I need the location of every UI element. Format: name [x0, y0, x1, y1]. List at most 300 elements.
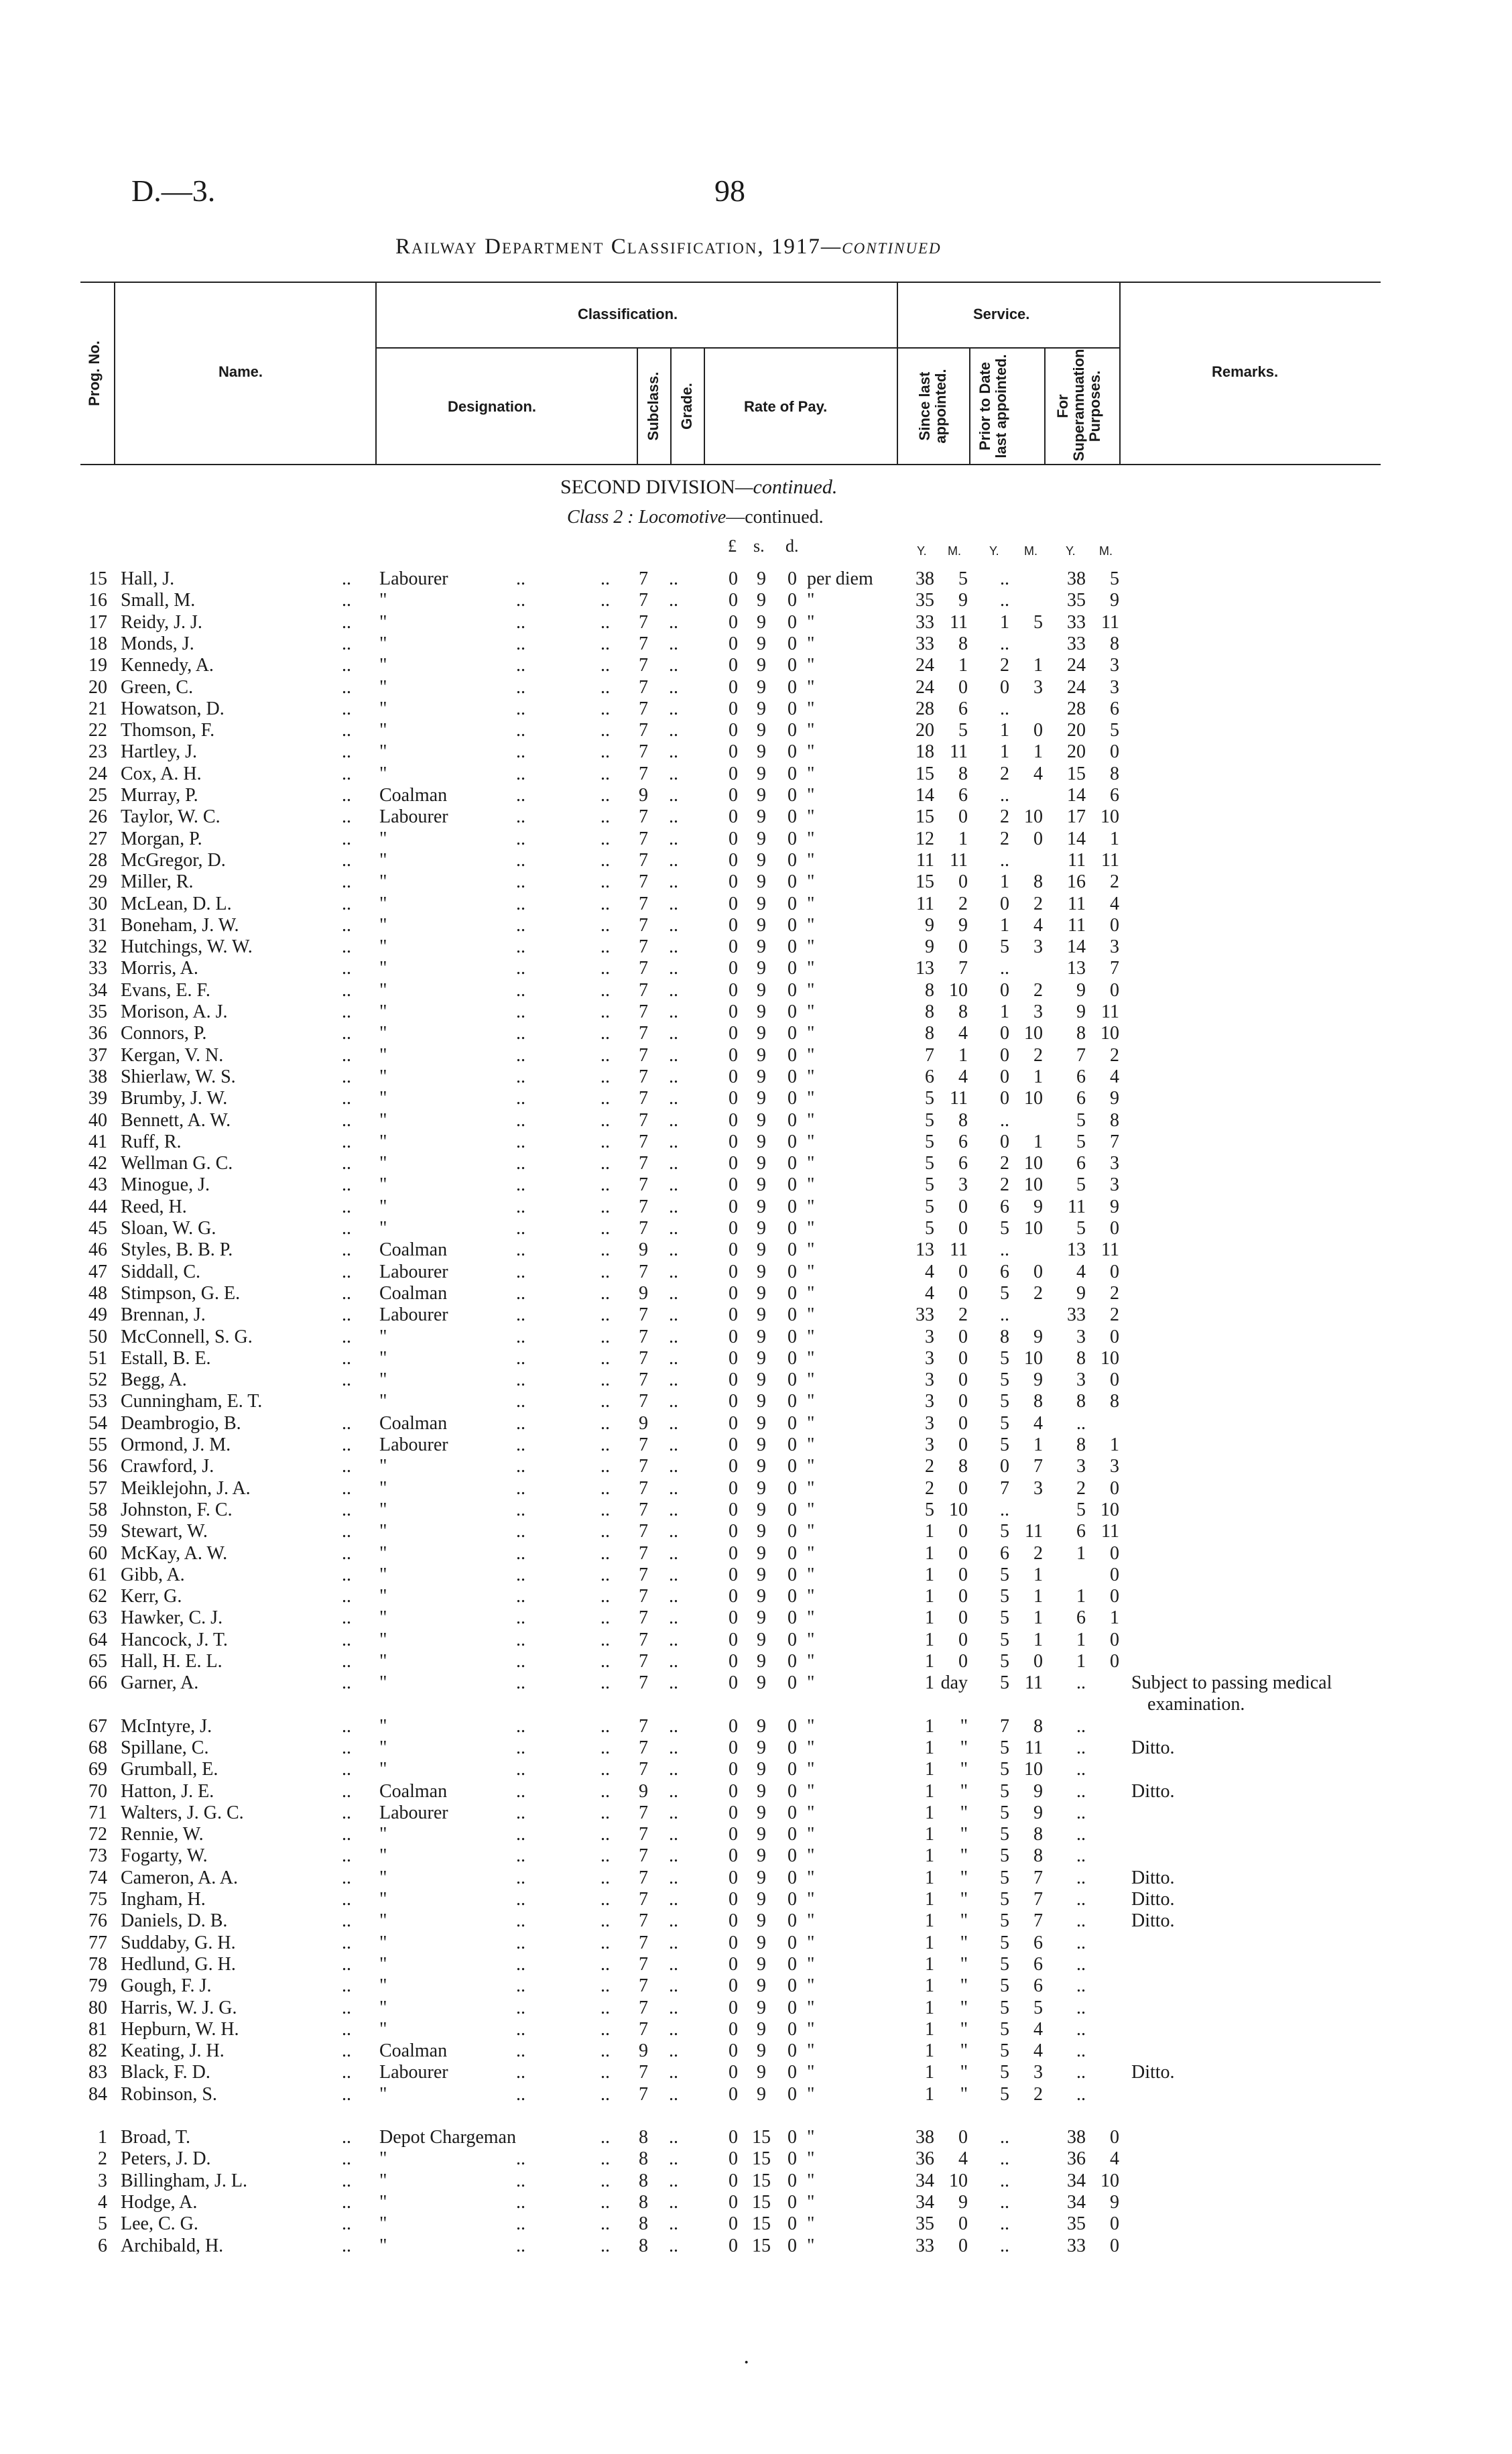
row-leader: ..	[342, 2062, 351, 2083]
row-name: Ingham, H.	[121, 1889, 206, 1910]
row-pay-pence: 0	[788, 806, 797, 828]
row-prior-months: 11	[1025, 1672, 1043, 1694]
row-pay-unit: "	[807, 806, 815, 828]
row-number: 30	[88, 893, 107, 914]
row-pay-pence: 0	[788, 1975, 797, 1997]
row-designation: "	[379, 1932, 387, 1953]
row-prior-years: 5	[1000, 1997, 1009, 2018]
row-leader: ..	[516, 1196, 525, 1217]
row-since-months: 0	[958, 1607, 968, 1629]
row-leader: ..	[342, 2235, 351, 2256]
row-since-months: 0	[958, 1521, 968, 1542]
row-pay-pounds: 0	[729, 698, 738, 719]
row-leader: ..	[601, 720, 610, 741]
row-pay-unit: "	[807, 1672, 815, 1694]
row-leader: ..	[516, 2170, 525, 2191]
row-since-years: 3	[925, 1434, 934, 1455]
row-prior-months: 1	[1033, 741, 1043, 763]
row-super-months: 5	[1110, 568, 1119, 589]
row-pay-unit: "	[807, 1586, 815, 1607]
row-super-years: 33	[1067, 611, 1086, 633]
row-pay-shillings: 9	[757, 1282, 766, 1304]
table-row	[0, 1543, 1512, 1565]
row-since-years: 9	[925, 914, 934, 936]
row-since-months: 10	[949, 979, 968, 1001]
row-name: Boneham, J. W.	[121, 914, 239, 936]
row-leader: ..	[601, 1953, 610, 1975]
row-name: Harris, W. J. G.	[121, 1997, 237, 2018]
table-row	[0, 850, 1512, 871]
row-since-months: 0	[958, 1629, 968, 1650]
row-since-months: 4	[958, 2148, 968, 2170]
row-name: Howatson, D.	[121, 698, 225, 719]
row-leader: ..	[342, 1607, 351, 1629]
row-pay-pence: 0	[788, 1477, 797, 1499]
row-pay-pounds: 0	[729, 720, 738, 741]
row-leader: ..	[342, 958, 351, 979]
row-pay-pence: 0	[788, 1347, 797, 1369]
prior-to-date-label: Prior to Date last appointed.	[976, 354, 1009, 458]
row-prior-months: 2	[1033, 1542, 1043, 1564]
row-number: 42	[88, 1153, 107, 1174]
row-super-months: 10	[1100, 806, 1119, 828]
row-pay-pounds: 0	[729, 676, 738, 698]
table-row	[0, 1174, 1512, 1196]
row-name: Morgan, P.	[121, 828, 202, 849]
row-super-months: 9	[1110, 1088, 1119, 1109]
row-leader: ..	[601, 2083, 610, 2105]
row-leader: ..	[516, 2018, 525, 2040]
row-pay-shillings: 9	[757, 979, 766, 1001]
table-row	[0, 720, 1512, 741]
row-since-years: 36	[916, 2148, 934, 2170]
row-pay-unit: "	[807, 785, 815, 806]
row-leader: ..	[601, 1282, 610, 1304]
row-name: Kerr, G.	[121, 1586, 182, 1607]
row-number: 76	[88, 1910, 107, 1932]
row-since-months: "	[960, 1737, 968, 1758]
row-pay-unit: "	[807, 1737, 815, 1758]
row-leader: ..	[342, 1023, 351, 1044]
row-pay-unit: "	[807, 1759, 815, 1780]
row-pay-shillings: 9	[757, 1845, 766, 1867]
row-designation: Coalman	[379, 1282, 448, 1304]
row-remarks-continued: examination.	[1147, 1694, 1245, 1715]
row-name: Ruff, R.	[121, 1131, 182, 1152]
row-pay-unit: "	[807, 633, 815, 654]
row-number: 78	[88, 1953, 107, 1975]
row-since-years: 11	[916, 893, 934, 914]
row-pay-unit: "	[807, 1889, 815, 1910]
row-pay-unit: "	[807, 1477, 815, 1499]
row-since-months: 9	[958, 2191, 968, 2213]
row-prior-years: ..	[1000, 849, 1009, 871]
row-leader: ..	[601, 1975, 610, 1997]
row-leader: ..	[516, 1780, 525, 1802]
row-since-years: 15	[916, 871, 934, 893]
since-last-appointed-label: Since last appointed.	[916, 369, 949, 444]
row-designation: "	[379, 763, 387, 784]
row-leader: ..	[669, 1434, 678, 1455]
row-pay-pounds: 0	[729, 1780, 738, 1802]
row-super-months: 7	[1110, 1131, 1119, 1152]
row-designation: "	[379, 741, 387, 763]
row-subclass: 7	[639, 655, 648, 676]
row-leader: ..	[669, 1304, 678, 1326]
rule-v4	[670, 347, 672, 465]
row-super-years: 7	[1076, 1044, 1086, 1066]
row-since-years: 13	[916, 1239, 934, 1261]
row-subclass: 7	[639, 763, 648, 784]
row-since-years: 1	[925, 1932, 934, 1953]
row-number: 50	[88, 1326, 107, 1347]
row-leader: ..	[516, 1066, 525, 1087]
row-name: Hatton, J. E.	[121, 1780, 214, 1802]
row-pay-pounds: 0	[729, 1824, 738, 1845]
row-pay-shillings: 9	[757, 1564, 766, 1585]
row-since-years: 15	[916, 763, 934, 784]
row-leader: ..	[669, 1889, 678, 1910]
row-pay-unit: "	[807, 1326, 815, 1347]
row-prior-years: ..	[1000, 785, 1009, 806]
row-pay-unit: "	[807, 1044, 815, 1066]
table-row	[0, 1716, 1512, 1737]
row-designation: "	[379, 1196, 387, 1217]
row-leader: ..	[342, 1174, 351, 1196]
row-pay-unit: "	[807, 1347, 815, 1369]
row-remarks: Ditto.	[1131, 1910, 1175, 1932]
row-number: 67	[88, 1715, 107, 1737]
row-since-months: "	[960, 1845, 968, 1867]
row-prior-months: 2	[1033, 979, 1043, 1001]
row-name: McLean, D. L.	[121, 893, 232, 914]
row-prior-months: 7	[1033, 1867, 1043, 1888]
row-super-months: 9	[1110, 2191, 1119, 2213]
section-heading	[560, 476, 837, 499]
row-prior-years: 5	[1000, 2018, 1009, 2040]
row-super-years: 5	[1076, 1109, 1086, 1131]
row-leader: ..	[516, 1044, 525, 1066]
row-super-years: ..	[1076, 1997, 1086, 2018]
row-pay-pence: 0	[788, 979, 797, 1001]
row-since-months: "	[960, 1889, 968, 1910]
row-designation: "	[379, 1521, 387, 1542]
row-leader: ..	[342, 1889, 351, 1910]
row-prior-years: 5	[1000, 1737, 1009, 1758]
row-super-months: 11	[1101, 849, 1119, 871]
row-pay-shillings: 9	[757, 1391, 766, 1412]
row-leader: ..	[669, 936, 678, 958]
row-subclass: 7	[639, 1607, 648, 1629]
row-leader: ..	[516, 936, 525, 958]
row-designation: "	[379, 1542, 387, 1564]
row-name: Miller, R.	[121, 871, 194, 893]
row-since-years: 1	[925, 1715, 934, 1737]
row-leader: ..	[342, 1499, 351, 1520]
row-number: 61	[88, 1564, 107, 1585]
row-super-months: 0	[1110, 914, 1119, 936]
row-leader: ..	[516, 720, 525, 741]
row-super-years: 20	[1067, 720, 1086, 741]
row-number: 26	[88, 806, 107, 828]
page-title	[395, 235, 942, 259]
row-leader: ..	[669, 1044, 678, 1066]
row-since-years: 1	[925, 2018, 934, 2040]
row-since-years: 1	[925, 1607, 934, 1629]
row-leader: ..	[601, 763, 610, 784]
row-leader: ..	[601, 1932, 610, 1953]
row-leader: ..	[669, 1066, 678, 1087]
row-prior-years: 1	[1000, 741, 1009, 763]
row-pay-shillings: 9	[757, 2062, 766, 2083]
row-since-years: 24	[916, 676, 934, 698]
row-leader: ..	[342, 1997, 351, 2018]
row-leader: ..	[342, 763, 351, 784]
header-designation: Designation.	[448, 398, 537, 415]
row-number: 19	[88, 655, 107, 676]
row-since-months: 2	[958, 1304, 968, 1326]
row-pay-shillings: 15	[752, 2127, 771, 2148]
row-prior-years: 2	[1000, 655, 1009, 676]
row-leader: ..	[342, 1845, 351, 1867]
row-pay-pence: 0	[788, 1304, 797, 1326]
row-leader: ..	[669, 741, 678, 763]
row-designation: "	[379, 1672, 387, 1694]
row-designation: "	[379, 676, 387, 698]
row-super-months: 2	[1110, 1282, 1119, 1304]
row-pay-pence: 0	[788, 1196, 797, 1217]
row-pay-unit: "	[807, 828, 815, 849]
table-row	[0, 1197, 1512, 1218]
row-leader: ..	[669, 1499, 678, 1520]
row-super-years: ..	[1076, 2018, 1086, 2040]
row-prior-years: 2	[1000, 806, 1009, 828]
row-leader: ..	[342, 1153, 351, 1174]
row-number: 66	[88, 1672, 107, 1694]
row-pay-pounds: 0	[729, 1044, 738, 1066]
row-number: 5	[98, 2213, 107, 2235]
row-super-years: 38	[1067, 568, 1086, 589]
row-since-months: "	[960, 1997, 968, 2018]
row-prior-years: 7	[1000, 1477, 1009, 1499]
row-name: Murray, P.	[121, 785, 198, 806]
row-since-months: 0	[958, 1391, 968, 1412]
row-pay-unit: "	[807, 1023, 815, 1044]
row-number: 16	[88, 590, 107, 611]
row-since-months: 1	[958, 655, 968, 676]
row-super-months: 10	[1100, 2170, 1119, 2191]
row-designation: Coalman	[379, 1239, 448, 1261]
row-super-months: 8	[1110, 1391, 1119, 1412]
row-subclass: 7	[639, 1174, 648, 1196]
row-since-years: 5	[925, 1196, 934, 1217]
row-super-years: 8	[1076, 1434, 1086, 1455]
row-pay-shillings: 9	[757, 1953, 766, 1975]
table-row	[0, 1391, 1512, 1412]
row-designation: "	[379, 720, 387, 741]
row-pay-unit: "	[807, 1434, 815, 1455]
row-prior-months: 4	[1033, 914, 1043, 936]
row-leader: ..	[601, 1109, 610, 1131]
row-since-months: 11	[950, 849, 968, 871]
row-pay-shillings: 9	[757, 1174, 766, 1196]
row-subclass: 7	[639, 1953, 648, 1975]
row-number: 84	[88, 2083, 107, 2105]
table-row	[0, 2235, 1512, 2257]
row-name: Daniels, D. B.	[121, 1910, 228, 1932]
row-leader: ..	[342, 1542, 351, 1564]
row-leader: ..	[342, 1824, 351, 1845]
row-subclass: 7	[639, 741, 648, 763]
row-leader: ..	[342, 1088, 351, 1109]
row-name: Reed, H.	[121, 1196, 187, 1217]
row-pay-shillings: 9	[757, 1672, 766, 1694]
row-designation: "	[379, 1651, 387, 1672]
row-leader: ..	[669, 1023, 678, 1044]
row-pay-unit: "	[807, 763, 815, 784]
table-row	[0, 1521, 1512, 1542]
row-since-years: 35	[916, 2213, 934, 2235]
row-leader: ..	[342, 1564, 351, 1585]
row-name: Garner, A.	[121, 1672, 199, 1694]
row-name: Hawker, C. J.	[121, 1607, 223, 1629]
row-number: 40	[88, 1109, 107, 1131]
row-pay-unit: "	[807, 2018, 815, 2040]
row-pay-unit: "	[807, 2213, 815, 2235]
row-pay-shillings: 9	[757, 1607, 766, 1629]
row-leader: ..	[669, 1867, 678, 1888]
row-since-years: 1	[925, 1737, 934, 1758]
row-designation: Coalman	[379, 1780, 448, 1802]
row-pay-unit: "	[807, 1780, 815, 1802]
table-row	[0, 1066, 1512, 1088]
row-pay-shillings: 9	[757, 1780, 766, 1802]
row-since-years: 24	[916, 655, 934, 676]
row-pay-unit: "	[807, 1282, 815, 1304]
row-pay-pounds: 0	[729, 2191, 738, 2213]
row-number: 53	[88, 1391, 107, 1412]
row-leader: ..	[669, 1218, 678, 1239]
row-prior-years: 1	[1000, 1001, 1009, 1022]
row-since-years: 3	[925, 1391, 934, 1412]
row-leader: ..	[669, 1845, 678, 1867]
table-row	[0, 698, 1512, 720]
row-pay-unit: "	[807, 936, 815, 958]
row-super-years: 5	[1076, 1218, 1086, 1239]
row-pay-unit: "	[807, 2083, 815, 2105]
row-pay-pounds: 0	[729, 1088, 738, 1109]
row-super-months: 0	[1110, 1629, 1119, 1650]
row-super-years: ..	[1076, 1910, 1086, 1932]
row-leader: ..	[516, 1715, 525, 1737]
row-leader: ..	[601, 2235, 610, 2256]
row-designation: "	[379, 590, 387, 611]
row-designation: Labourer	[379, 1304, 448, 1326]
row-designation: "	[379, 2083, 387, 2105]
table-row	[0, 677, 1512, 698]
row-designation: "	[379, 1109, 387, 1131]
table-row	[0, 1413, 1512, 1434]
row-subclass: 7	[639, 1672, 648, 1694]
row-super-years: ..	[1076, 1737, 1086, 1758]
row-since-years: 1	[925, 1759, 934, 1780]
row-subclass: 7	[639, 1218, 648, 1239]
row-super-years: 6	[1076, 1521, 1086, 1542]
row-since-months: "	[960, 1975, 968, 1997]
row-prior-years: 2	[1000, 763, 1009, 784]
row-designation: "	[379, 1629, 387, 1650]
row-since-months: 8	[958, 763, 968, 784]
row-pay-shillings: 9	[757, 1456, 766, 1477]
row-leader: ..	[669, 1932, 678, 1953]
row-number: 36	[88, 1023, 107, 1044]
row-designation: "	[379, 1326, 387, 1347]
row-prior-years: 5	[1000, 1564, 1009, 1585]
row-subclass: 7	[639, 1109, 648, 1131]
row-pay-shillings: 9	[757, 1975, 766, 1997]
row-leader: ..	[342, 936, 351, 958]
row-prior-years: ..	[1000, 2213, 1009, 2235]
row-name: Taylor, W. C.	[121, 806, 220, 828]
row-pay-shillings: 9	[757, 1824, 766, 1845]
row-leader: ..	[601, 893, 610, 914]
table-row	[0, 2170, 1512, 2192]
row-leader: ..	[516, 1953, 525, 1975]
row-pay-pence: 0	[788, 2148, 797, 2170]
row-name: Hartley, J.	[121, 741, 198, 763]
table-row	[0, 1131, 1512, 1153]
row-leader: ..	[516, 2062, 525, 2083]
row-leader: ..	[342, 785, 351, 806]
row-pay-unit: "	[807, 1131, 815, 1152]
row-super-years: ..	[1076, 1715, 1086, 1737]
row-since-years: 1	[925, 1802, 934, 1823]
row-super-years: 9	[1076, 1001, 1086, 1022]
row-leader: ..	[516, 590, 525, 611]
row-super-years: ..	[1076, 1780, 1086, 1802]
row-pay-pounds: 0	[729, 1196, 738, 1217]
row-leader: ..	[342, 1304, 351, 1326]
row-designation: "	[379, 2170, 387, 2191]
row-designation: "	[379, 1737, 387, 1758]
row-leader: ..	[342, 611, 351, 633]
row-leader: ..	[601, 1174, 610, 1196]
row-prior-months: 1	[1033, 1586, 1043, 1607]
row-subclass: 7	[639, 1347, 648, 1369]
row-pay-pounds: 0	[729, 1282, 738, 1304]
row-since-years: 28	[916, 698, 934, 719]
row-subclass: 7	[639, 1629, 648, 1650]
table-row	[0, 1737, 1512, 1759]
row-super-years: 35	[1067, 2213, 1086, 2235]
row-leader: ..	[601, 1001, 610, 1022]
row-subclass: 7	[639, 849, 648, 871]
row-pay-shillings: 9	[757, 1239, 766, 1261]
row-super-years: 8	[1076, 1347, 1086, 1369]
row-leader: ..	[342, 806, 351, 828]
row-leader: ..	[669, 1997, 678, 2018]
row-leader: ..	[516, 1282, 525, 1304]
row-subclass: 7	[639, 1997, 648, 2018]
row-number: 59	[88, 1521, 107, 1542]
row-subclass: 7	[639, 1391, 648, 1412]
row-pay-shillings: 9	[757, 1196, 766, 1217]
row-pay-unit: "	[807, 655, 815, 676]
row-super-years: ..	[1076, 1953, 1086, 1975]
row-name: Hall, H. E. L.	[121, 1651, 223, 1672]
row-pay-pence: 0	[788, 1174, 797, 1196]
table-row	[0, 1304, 1512, 1326]
